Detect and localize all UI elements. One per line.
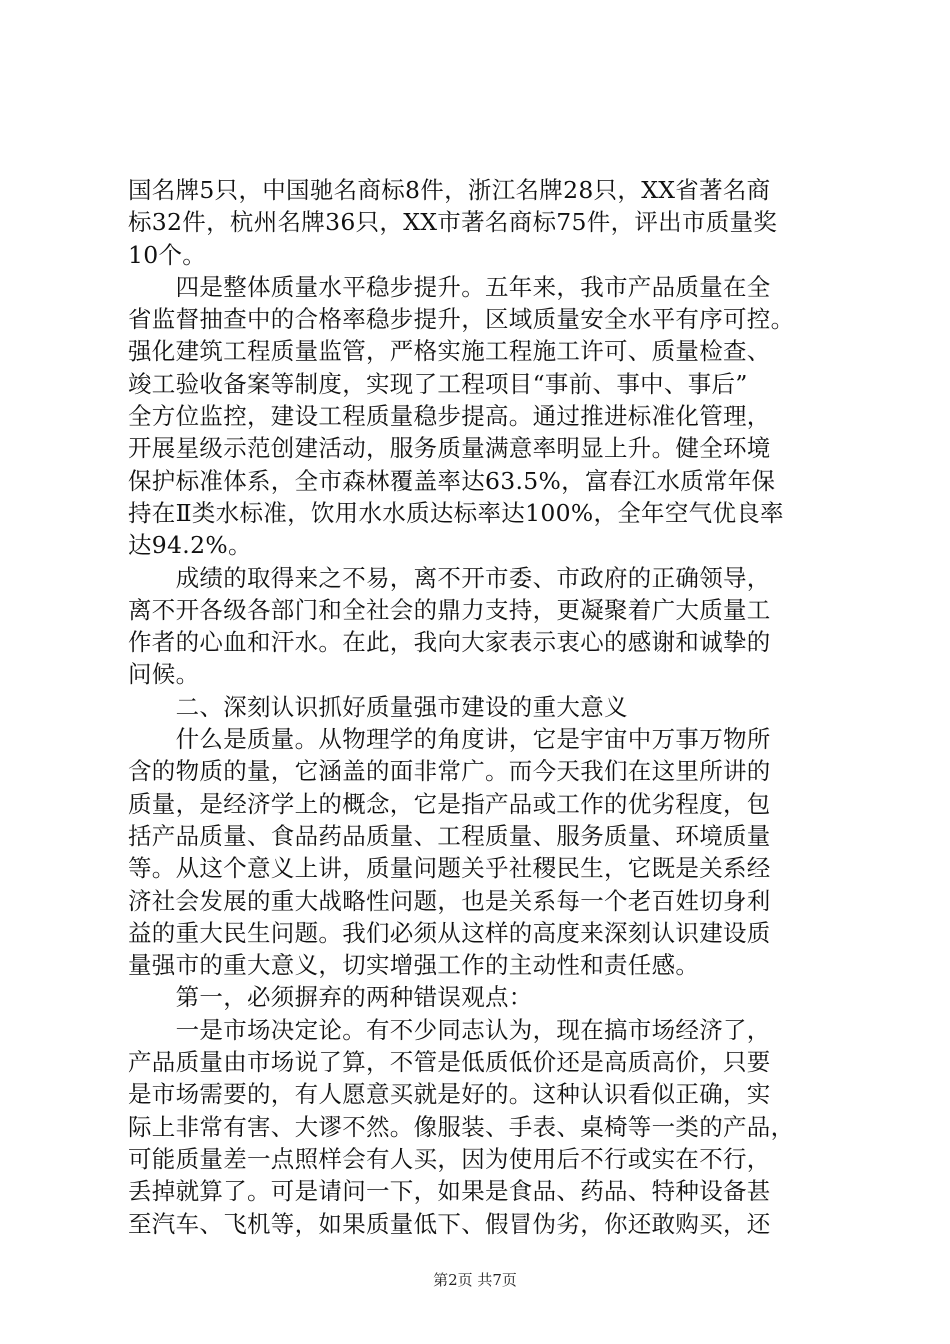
text-line: 全方位监控，建设工程质量稳步提高。通过推进标准化管理，	[128, 402, 771, 431]
text-line: 省监督抽查中的合格率稳步提升，区域质量安全水平有序可控。	[128, 305, 795, 334]
text-line: 什么是质量。从物理学的角度讲，它是宇宙中万事万物所	[128, 725, 771, 754]
text-line: 国名牌5只，中国驰名商标8件，浙江名牌28只，XX省著名商	[128, 176, 771, 204]
text-line: 开展星级示范创建活动，服务质量满意率明显上升。健全环境	[128, 434, 771, 463]
text-line: 质量，是经济学上的概念，它是指产品或工作的优劣程度，包	[128, 789, 771, 818]
text-line: 强化建筑工程质量监管，严格实施工程施工许可、质量检查、	[128, 337, 771, 366]
text-line: 等。从这个意义上讲，质量问题关乎社稷民生，它既是关系经	[128, 854, 771, 883]
text-line: 持在Ⅱ类水标准，饮用水水质达标率达100%，全年空气优良率	[128, 498, 784, 527]
text-line: 至汽车、飞机等，如果质量低下、假冒伪劣，你还敢购买，还	[128, 1209, 771, 1238]
text-line: 含的物质的量，它涵盖的面非常广。而今天我们在这里所讲的	[128, 757, 771, 786]
body-text	[128, 174, 848, 1240]
text-line: 量强市的重大意义，切实增强工作的主动性和责任感。	[128, 951, 700, 980]
text-line: 第一，必须摒弃的两种错误观点：	[128, 983, 533, 1012]
text-line: 一是市场决定论。有不少同志认为，现在搞市场经济了，	[128, 1015, 771, 1044]
text-line: 益的重大民生问题。我们必须从这样的高度来深刻认识建设质	[128, 918, 771, 947]
text-line: 四是整体质量水平稳步提升。五年来，我市产品质量在全	[128, 272, 771, 301]
text-line: 济社会发展的重大战略性问题，也是关系每一个老百姓切身利	[128, 886, 771, 915]
text-line: 10个。	[128, 240, 207, 269]
text-line: 作者的心血和汗水。在此，我向大家表示衷心的感谢和诚挚的	[128, 628, 771, 657]
text-line: 是市场需要的，有人愿意买就是好的。这种认识看似正确，实	[128, 1080, 771, 1109]
text-line: 丢掉就算了。可是请问一下，如果是食品、药品、特种设备甚	[128, 1177, 771, 1206]
text-line: 产品质量由市场说了算，不管是低质低价还是高质高价，只要	[128, 1048, 771, 1077]
text-line: 括产品质量、食品药品质量、工程质量、服务质量、环境质量	[128, 821, 771, 850]
text-line: 二、深刻认识抓好质量强市建设的重大意义	[128, 692, 628, 721]
text-line: 成绩的取得来之不易，离不开市委、市政府的正确领导，	[128, 563, 771, 592]
text-line: 际上非常有害、大谬不然。像服装、手表、桌椅等一类的产品，	[128, 1112, 795, 1141]
text-line: 问候。	[128, 660, 200, 689]
page-footer: 第2页 共7页	[433, 1271, 517, 1289]
text-line: 离不开各级各部门和全社会的鼎力支持，更凝聚着广大质量工	[128, 595, 771, 624]
text-line: 可能质量差一点照样会有人买，因为使用后不行或实在不行，	[128, 1144, 771, 1173]
text-line: 标32件，杭州名牌36只，XX市著名商标75件，评出市质量奖	[128, 208, 778, 237]
text-line: 竣工验收备案等制度，实现了工程项目“事前、事中、事后”	[128, 369, 748, 398]
text-line: 达94.2%。	[128, 531, 252, 560]
text-line: 保护标准体系，全市森林覆盖率达63.5%，富春江水质常年保	[128, 466, 776, 495]
